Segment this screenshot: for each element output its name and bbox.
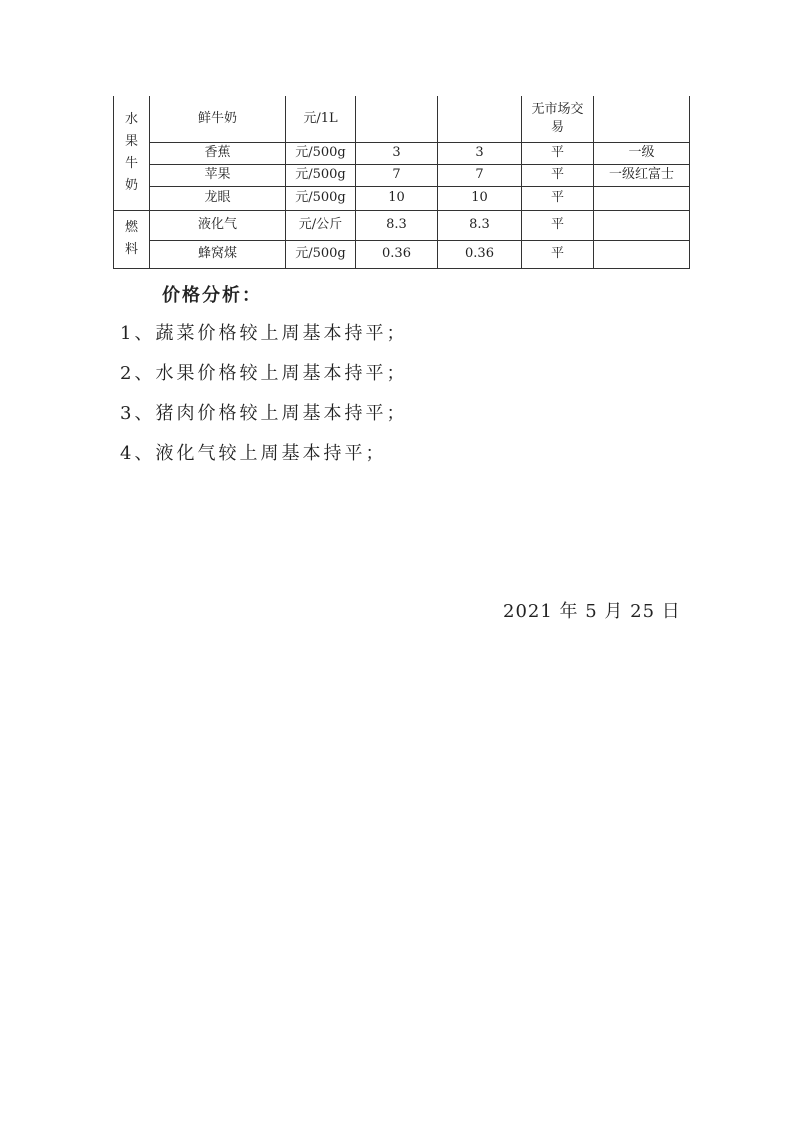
- current-price-cell: 10: [356, 186, 438, 210]
- item-cell: 香蕉: [150, 142, 286, 164]
- document-date: 2021 年 5 月 25 日: [503, 601, 681, 622]
- analysis-line-1: 1、蔬菜价格较上周基本持平；: [120, 323, 408, 344]
- table-row: [114, 210, 690, 240]
- current-price-cell: 8.3: [356, 210, 438, 240]
- note-cell: [594, 240, 690, 268]
- item-cell: 液化气: [150, 210, 286, 240]
- change-cell: 平: [522, 186, 594, 210]
- table-row: [114, 164, 690, 186]
- unit-cell: 元/500g: [286, 164, 356, 186]
- previous-price-cell: 3: [438, 142, 522, 164]
- unit-cell: 元/1L: [286, 96, 356, 142]
- analysis-line-2: 2、水果价格较上周基本持平；: [120, 363, 408, 384]
- price-table: [113, 96, 690, 269]
- current-price-cell: 0.36: [356, 240, 438, 268]
- item-cell: 龙眼: [150, 186, 286, 210]
- change-cell: 无市场交易: [522, 96, 594, 142]
- previous-price-cell: 8.3: [438, 210, 522, 240]
- change-cell: 平: [522, 164, 594, 186]
- current-price-cell: [356, 96, 438, 142]
- note-cell: 一级: [594, 142, 690, 164]
- previous-price-cell: [438, 96, 522, 142]
- unit-cell: 元/公斤: [286, 210, 356, 240]
- category-cell-fuel: 燃 料: [114, 210, 150, 268]
- table-row: [114, 142, 690, 164]
- unit-cell: 元/500g: [286, 186, 356, 210]
- change-cell: 平: [522, 240, 594, 268]
- item-cell: 苹果: [150, 164, 286, 186]
- unit-cell: 元/500g: [286, 142, 356, 164]
- previous-price-cell: 0.36: [438, 240, 522, 268]
- item-cell: 蜂窝煤: [150, 240, 286, 268]
- current-price-cell: 3: [356, 142, 438, 164]
- change-cell: 平: [522, 210, 594, 240]
- previous-price-cell: 7: [438, 164, 522, 186]
- unit-cell: 元/500g: [286, 240, 356, 268]
- category-cell-fruit-milk: 水 果 牛 奶: [114, 96, 150, 210]
- note-cell: [594, 96, 690, 142]
- previous-price-cell: 10: [438, 186, 522, 210]
- analysis-title: 价格分析：: [162, 285, 262, 306]
- analysis-line-3: 3、猪肉价格较上周基本持平；: [120, 403, 408, 424]
- current-price-cell: 7: [356, 164, 438, 186]
- note-cell: [594, 186, 690, 210]
- item-cell: 鲜牛奶: [150, 96, 286, 142]
- analysis-line-4: 4、液化气较上周基本持平；: [120, 443, 387, 464]
- note-cell: 一级红富士: [594, 164, 690, 186]
- table-row: [114, 96, 690, 142]
- table-row: [114, 186, 690, 210]
- note-cell: [594, 210, 690, 240]
- change-cell: 平: [522, 142, 594, 164]
- table-row: [114, 240, 690, 268]
